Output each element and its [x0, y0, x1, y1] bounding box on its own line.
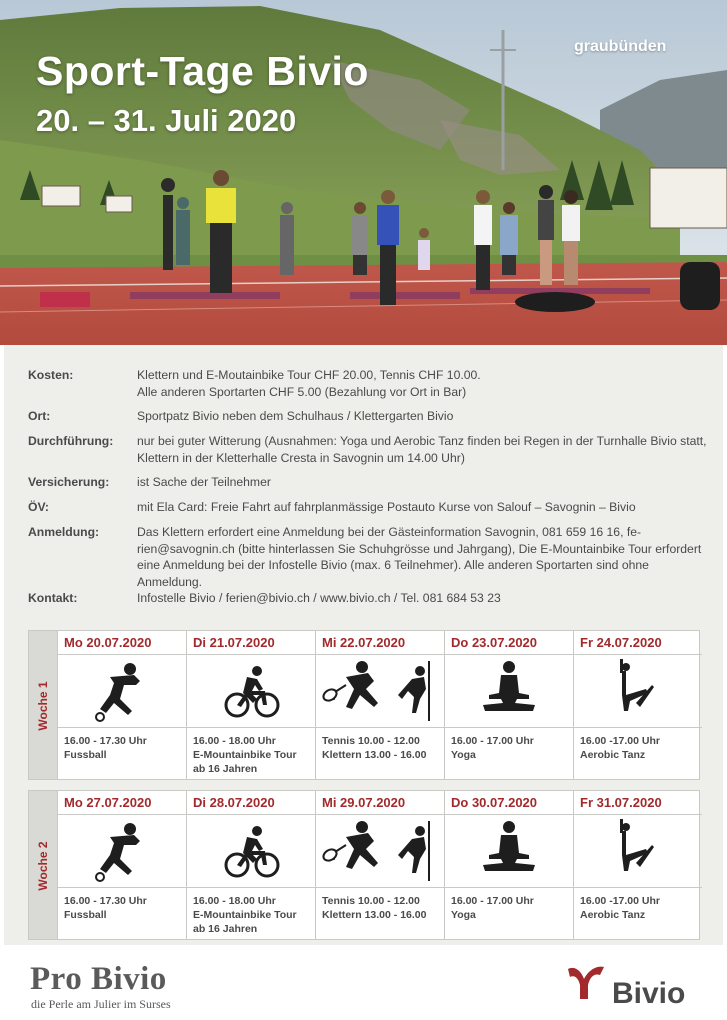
day-activity: Fussball — [64, 909, 107, 921]
day-details — [64, 894, 147, 922]
day-cell — [315, 791, 444, 939]
info-value: Das Klettern erfordert eine Anmeldung bei der Gästeinformation Savognin, 081 659 16 16, fe-rien@savognin.ch (bitte hinterlassen Sie Schuhgrösse und Jahrgang), Die E-Mountainbike Tour erfordert eine Anmeldung bei der Infostelle Bivio (max. 6 Teilnehmer). Alle anderen Sportarten sind ohne Anmeldung. — [137, 525, 702, 589]
day-date: Mo 27.07.2020 — [58, 791, 186, 815]
info-label: Versicherung: — [28, 475, 110, 489]
day-time: 16.00 -17.00 Uhr — [580, 735, 660, 747]
day-date: Mo 20.07.2020 — [58, 631, 186, 655]
day-date: Di 21.07.2020 — [187, 631, 315, 655]
event-dates: 20. – 31. Juli 2020 — [36, 103, 297, 138]
bicycle-icon — [187, 655, 315, 728]
day-details — [322, 894, 426, 922]
day-time: Tennis 10.00 - 12.00 — [322, 895, 420, 907]
day-time: 16.00 - 17.00 Uhr — [451, 895, 534, 907]
info-value: Klettern und E-Moutainbike Tour CHF 20.00, Tennis CHF 10.00. Alle anderen Sportarten CHF 5.00 (Bezahlung vor Ort in Bar) — [137, 368, 481, 399]
info-value: Sportpatz Bivio neben dem Schulhaus / Klettergarten Bivio — [137, 409, 454, 423]
info-label: Kontakt: — [28, 591, 78, 605]
day-details — [193, 734, 297, 776]
info-value: nur bei guter Witterung (Ausnahmen: Yoga und Aerobic Tanz finden bei Regen in der Turnhalle Bivio statt, Klettern in der Kletterhalle Cresta in Savognin um 14.00 Uhr) — [137, 434, 707, 465]
yoga-icon — [445, 655, 573, 728]
day-activity: E-Mountainbike Tour ab 16 Jahren — [193, 749, 297, 775]
hero-photo — [0, 0, 727, 345]
bivio-logo: Bivio — [612, 977, 686, 1010]
day-details — [451, 894, 534, 922]
day-date: Mi 22.07.2020 — [316, 631, 444, 655]
week-2-schedule — [28, 790, 700, 940]
aerobic-icon — [574, 655, 702, 728]
day-time: 16.00 - 18.00 Uhr — [193, 895, 276, 907]
day-cell — [57, 631, 186, 779]
day-time: 16.00 -17.00 Uhr — [580, 895, 660, 907]
day-date: Mi 29.07.2020 — [316, 791, 444, 815]
bicycle-icon — [187, 815, 315, 888]
week-side-label — [29, 631, 57, 779]
day-details — [451, 734, 534, 762]
day-date: Do 30.07.2020 — [445, 791, 573, 815]
day-date: Fr 31.07.2020 — [574, 791, 702, 815]
day-date: Fr 24.07.2020 — [574, 631, 702, 655]
day-details — [322, 734, 426, 762]
day-cell — [186, 791, 315, 939]
day-details — [193, 894, 297, 936]
tennis-climbing-icon — [316, 815, 444, 888]
football-icon — [58, 655, 186, 728]
week-side-label — [29, 791, 57, 939]
day-cell — [186, 631, 315, 779]
day-activity: Aerobic Tanz — [580, 909, 646, 921]
day-details — [580, 894, 660, 922]
day-details — [64, 734, 147, 762]
info-label: Durchführung: — [28, 434, 114, 448]
week-label: Woche 2 — [36, 841, 50, 891]
day-cell — [444, 791, 573, 939]
bivio-mark-icon — [566, 963, 606, 1003]
info-value: mit Ela Card: Freie Fahrt auf fahrplanmässige Postauto Kurse von Salouf – Savognin – Bivio — [137, 500, 636, 514]
week-1-schedule — [28, 630, 700, 780]
day-activity: E-Mountainbike Tour ab 16 Jahren — [193, 909, 297, 935]
day-activity: Klettern 13.00 - 16.00 — [322, 749, 427, 761]
aerobic-icon — [574, 815, 702, 888]
week-label: Woche 1 — [36, 681, 50, 731]
page-title: Sport-Tage Bivio — [36, 48, 369, 94]
day-cell — [315, 631, 444, 779]
day-activity: Yoga — [451, 749, 476, 761]
pro-bivio-logo: Pro Bivio — [30, 961, 167, 997]
info-label: Anmeldung: — [28, 525, 100, 539]
graubuenden-logo: graubünden — [574, 38, 667, 55]
info-value: Infostelle Bivio / ferien@bivio.ch / www.bivio.ch / Tel. 081 684 53 23 — [137, 591, 501, 605]
day-activity: Klettern 13.00 - 16.00 — [322, 909, 427, 921]
info-label: Ort: — [28, 409, 51, 423]
day-cell — [573, 631, 702, 779]
info-label: Kosten: — [28, 368, 74, 382]
day-time: 16.00 - 17.30 Uhr — [64, 735, 147, 747]
day-activity: Fussball — [64, 749, 107, 761]
info-label: ÖV: — [28, 500, 49, 514]
day-time: 16.00 - 17.00 Uhr — [451, 735, 534, 747]
info-panel — [4, 345, 723, 945]
day-activity: Yoga — [451, 909, 476, 921]
day-time: 16.00 - 17.30 Uhr — [64, 895, 147, 907]
football-icon — [58, 815, 186, 888]
day-cell — [573, 791, 702, 939]
pro-bivio-tagline: die Perle am Julier im Surses — [31, 997, 171, 1011]
day-details — [580, 734, 660, 762]
day-time: Tennis 10.00 - 12.00 — [322, 735, 420, 747]
tennis-climbing-icon — [316, 655, 444, 728]
day-date: Di 28.07.2020 — [187, 791, 315, 815]
info-value: ist Sache der Teilnehmer — [137, 475, 271, 489]
day-date: Do 23.07.2020 — [445, 631, 573, 655]
day-cell — [444, 631, 573, 779]
footer — [0, 945, 727, 1020]
yoga-icon — [445, 815, 573, 888]
day-cell — [57, 791, 186, 939]
day-time: 16.00 - 18.00 Uhr — [193, 735, 276, 747]
day-activity: Aerobic Tanz — [580, 749, 646, 761]
